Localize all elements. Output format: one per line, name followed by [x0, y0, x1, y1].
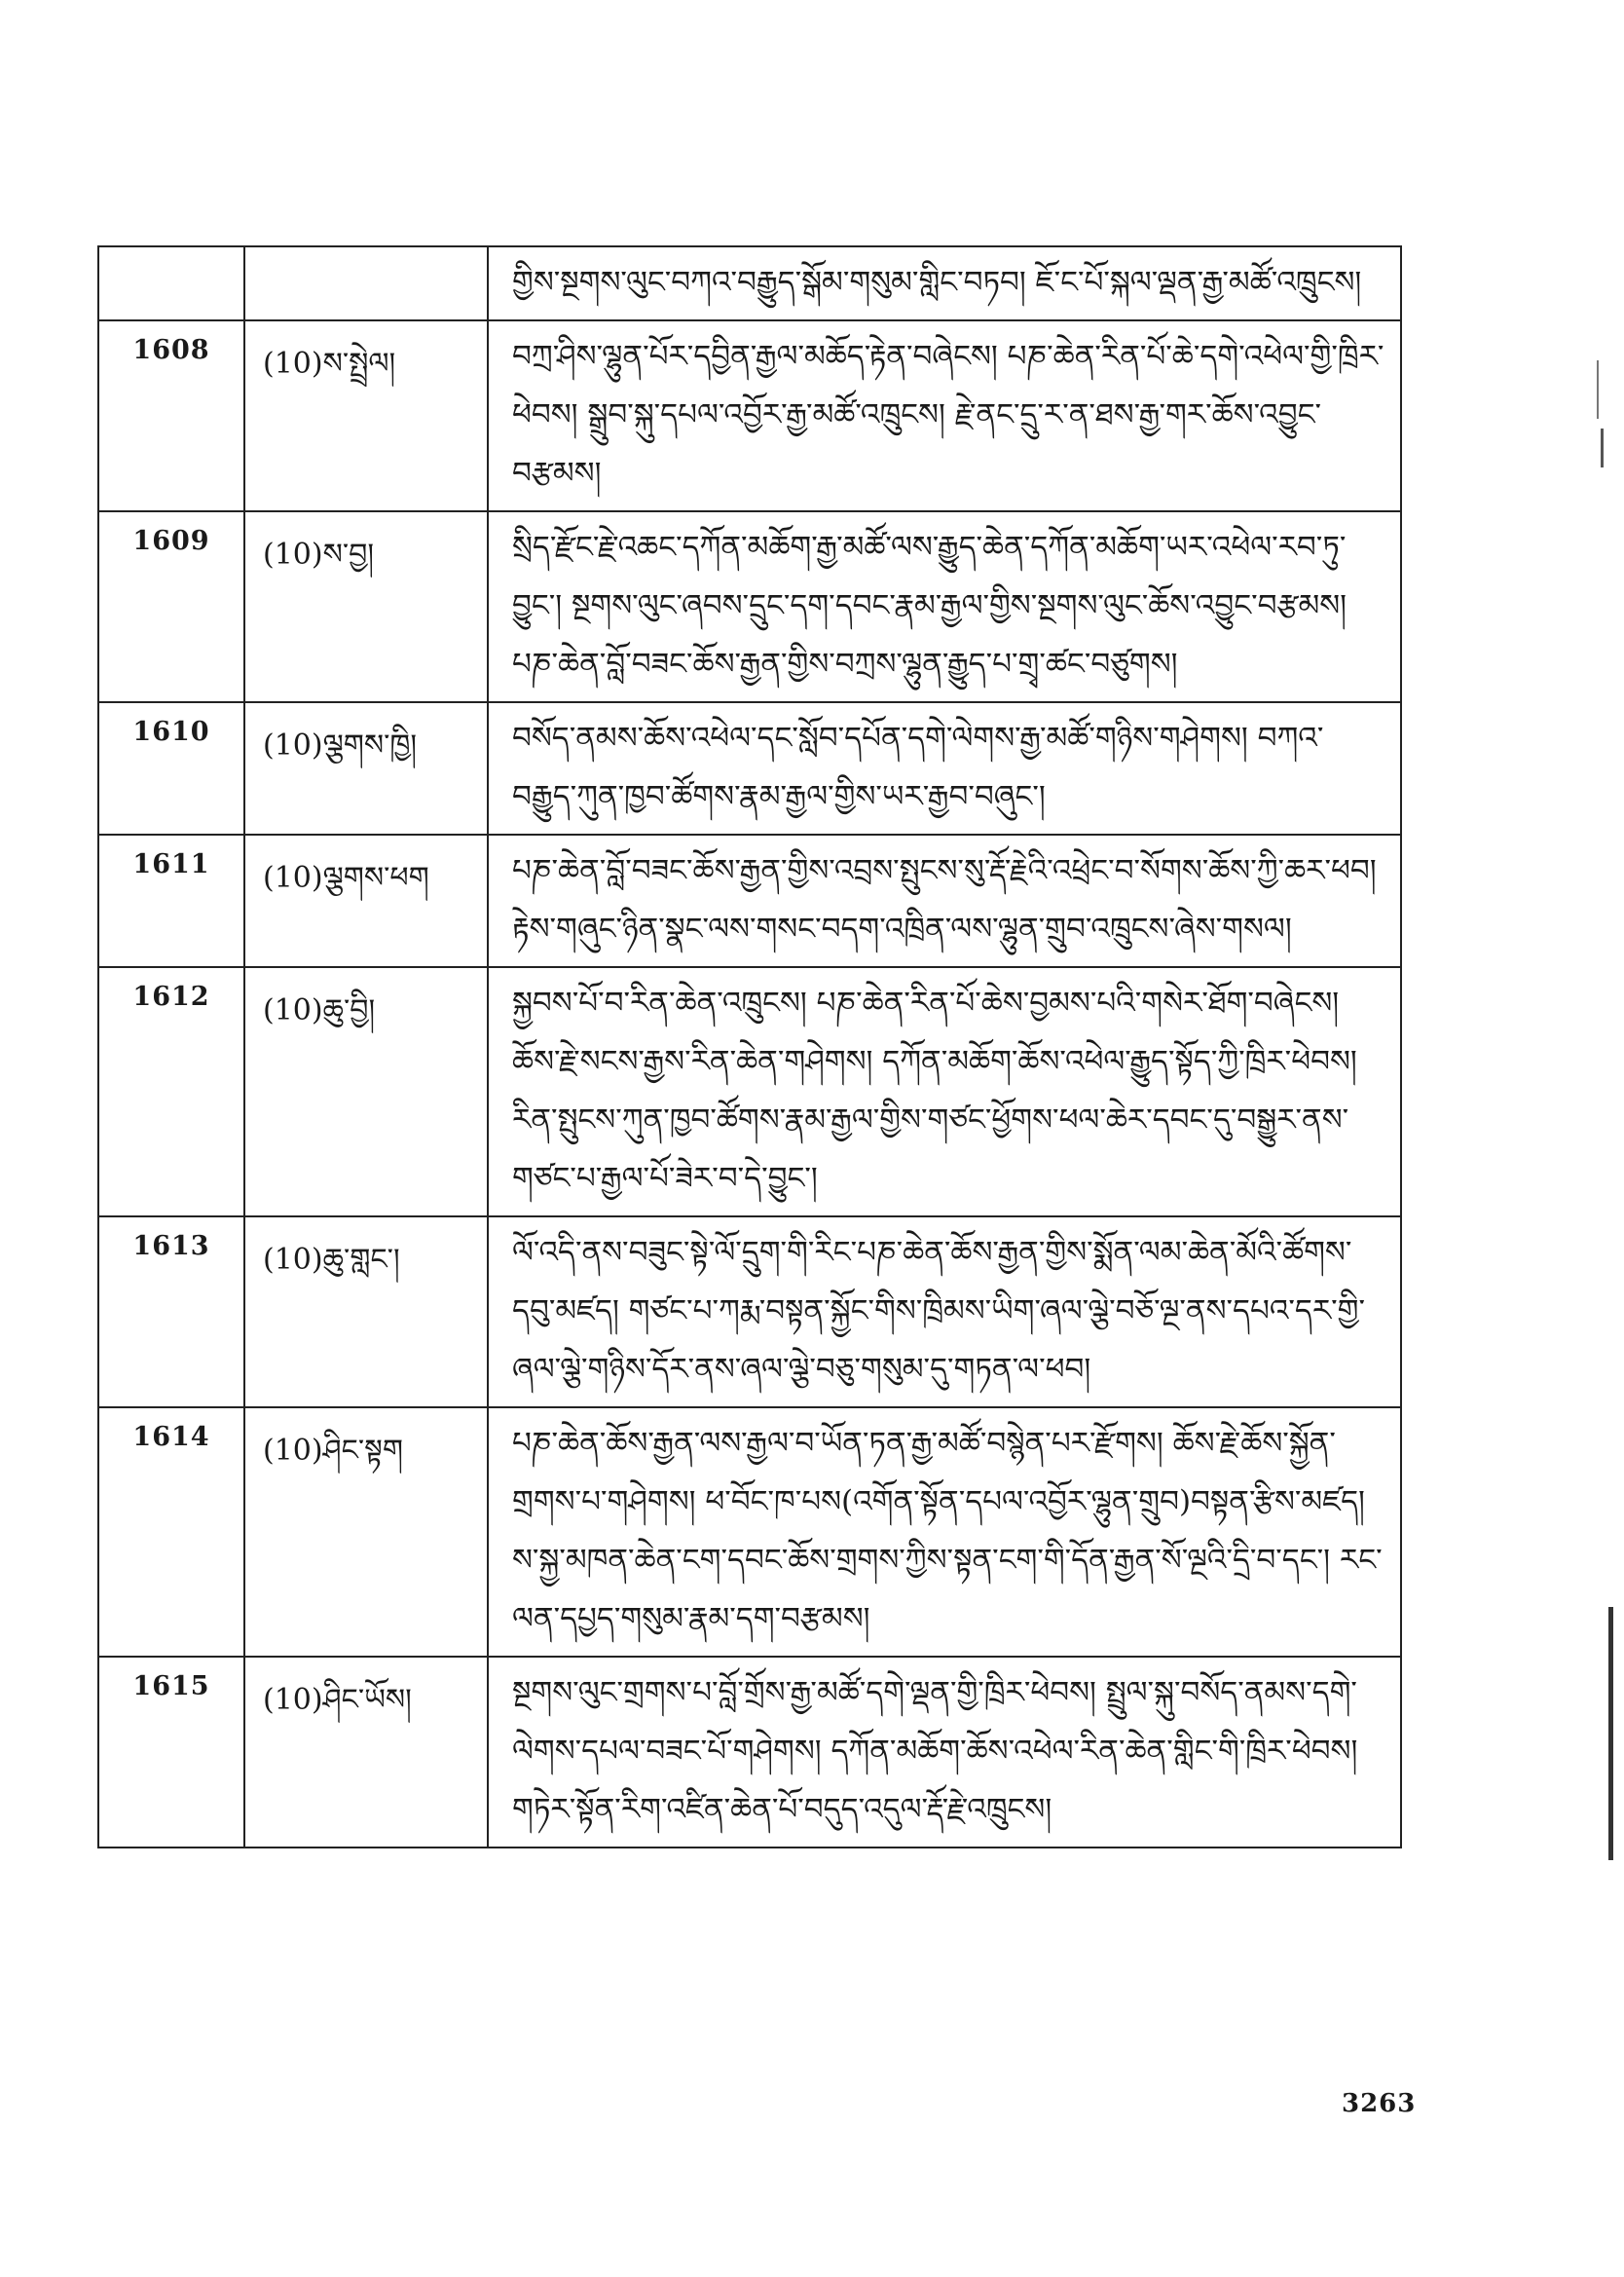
table-row	[98, 320, 1401, 511]
event-text: ལོ་འདི་ནས་བཟུང་སྟེ་ལོ་དྲུག་གི་རིང་པཎ་ཆེན་ཆོས་རྒྱན་གྱིས་སྨོན་ལམ་ཆེན་མོའི་ཚོགས་དབུ་མཛད། གཙང་པ་ཀརྨ་བསྟན་སྐྱོང་གིས་ཁྲིམས་ཡིག་ཞལ་ལྕེ་བཅོ་ལྔ་ནས་དཔའ་དར་གྱི་ཞལ་ལྕེ་གཉིས་དོར་ནས་ཞལ་ལྕེ་བཅུ་གསུམ་དུ་གཏན་ལ་ཕབ།	[488, 1216, 1401, 1407]
year-label: (10)ས་བྱ།	[244, 511, 488, 702]
table-row	[98, 511, 1401, 702]
year-number: 1609	[98, 511, 244, 702]
year-label: (10)ལྕགས་ཁྱི།	[244, 702, 488, 835]
year-number: 1614	[98, 1407, 244, 1657]
year-label: (10)ལྕགས་ཕག	[244, 835, 488, 967]
event-text: སྔགས་ལུང་གྲགས་པ་བློ་གྲོས་རྒྱ་མཚོ་དགེ་ལྡན་གྱི་ཁྲིར་ཕེབས། སྤྲུལ་སྐུ་བསོད་ནམས་དགེ་ལེགས་དཔལ་བཟང་པོ་གཤེགས། དཀོན་མཆོག་ཆོས་འཕེལ་རིན་ཆེན་གླིང་གི་ཁྲིར་ཕེབས། གཏེར་སྟོན་རིག་འཛིན་ཆེན་པོ་བདུད་འདུལ་རྡོ་རྗེ་འཁྲུངས།	[488, 1657, 1401, 1848]
scan-edge-mark	[1601, 429, 1604, 467]
chronology-table-container	[97, 245, 1402, 1848]
table-row	[98, 967, 1401, 1216]
year-label: (10)ཤིང་སྟག	[244, 1407, 488, 1657]
year-label: (10)ཆུ་བྱི།	[244, 967, 488, 1216]
table-row	[98, 246, 1401, 320]
year-label: (10)ཆུ་གླང་།	[244, 1216, 488, 1407]
table-row	[98, 1657, 1401, 1848]
year-number	[98, 246, 244, 320]
scan-edge-mark	[1608, 1607, 1613, 1860]
event-text: བསོད་ནམས་ཆོས་འཕེལ་དང་སློབ་དཔོན་དགེ་ལེགས་རྒྱ་མཚོ་གཉིས་གཤེགས། བཀའ་བརྒྱུད་ཀུན་ཁྱབ་ཚོགས་རྣམ་རྒྱལ་གྱིས་ཡར་རྒྱབ་བཞུང་།	[488, 702, 1401, 835]
table-row	[98, 702, 1401, 835]
year-number: 1611	[98, 835, 244, 967]
year-number: 1615	[98, 1657, 244, 1848]
year-label: (10)ས་སྤྲེལ།	[244, 320, 488, 511]
year-label: (10)ཤིང་ཡོས།	[244, 1657, 488, 1848]
page-number: 3263	[1342, 2089, 1417, 2118]
year-number: 1613	[98, 1216, 244, 1407]
year-number: 1610	[98, 702, 244, 835]
table-row	[98, 1216, 1401, 1407]
table-row	[98, 1407, 1401, 1657]
event-text: སྐྱབས་པོ་བ་རིན་ཆེན་འཁྲུངས། པཎ་ཆེན་རིན་པོ་ཆེས་བྱམས་པའི་གསེར་ཐོག་བཞེངས། ཆོས་རྗེ་སངས་རྒྱས་རིན་ཆེན་གཤེགས། དཀོན་མཆོག་ཆོས་འཕེལ་རྒྱུད་སྟོད་ཀྱི་ཁྲིར་ཕེབས། རིན་སྤུངས་ཀུན་ཁྱབ་ཚོགས་རྣམ་རྒྱལ་གྱིས་གཙང་ཕྱོགས་ཕལ་ཆེར་དབང་དུ་བསྒྱུར་ནས་གཙང་པ་རྒྱལ་པོ་ཟེར་བ་དེ་བྱུང་།	[488, 967, 1401, 1216]
scan-edge-mark	[1597, 360, 1599, 419]
year-number: 1608	[98, 320, 244, 511]
table-row	[98, 835, 1401, 967]
year-number: 1612	[98, 967, 244, 1216]
event-text: པཎ་ཆེན་ཆོས་རྒྱན་ལས་རྒྱལ་བ་ཡོན་ཏན་རྒྱ་མཚོ་བསྙེན་པར་རྫོགས། ཆོས་རྗེ་ཆོས་སྐྱོན་གྲགས་པ་གཤེགས། ཕ་བོང་ཁ་པས(འགོན་སྟོན་དཔལ་འབྱོར་ལྷུན་གྲུབ)བསྟན་རྩིས་མཛད། ས་སྐྱ་མཁན་ཆེན་ངག་དབང་ཆོས་གྲགས་ཀྱིས་སྟན་ངག་གི་དོན་རྒྱན་སོ་ལྔའི་དྲི་བ་དང་། རང་ལན་དཔྱད་གསུམ་རྣམ་དག་བརྩམས།	[488, 1407, 1401, 1657]
event-text: བཀྲ་ཤིས་ལྷུན་པོར་དབྱིན་རྒྱལ་མཆོད་རྟེན་བཞེངས། པཎ་ཆེན་རིན་པོ་ཆེ་དགེ་འཕེལ་གྱི་ཁྲིར་ཕེབས། སྒྲུབ་སྐུ་དཔལ་འབྱོར་རྒྱ་མཚོ་འཁྲུངས། རྗེ་ནང་དྲུ་ར་ན་ཐས་རྒྱ་གར་ཆོས་འབྱུང་བརྩམས།	[488, 320, 1401, 511]
event-text: སྲིད་རྫོང་རྗེ་འཆང་དཀོན་མཆོག་རྒྱ་མཚོ་ལས་རྒྱུད་ཆེན་དཀོན་མཆོག་ཡར་འཕེལ་རབ་ཏུ་བྱུང་། སྔགས་ལུང་ཞབས་དྲུང་དག་དབང་རྣམ་རྒྱལ་གྱིས་སྔགས་ལུང་ཆོས་འབྱུང་བརྩམས། པཎ་ཆེན་བློ་བཟང་ཆོས་རྒྱན་གྱིས་བཀྲས་ལྷུན་རྒྱུད་པ་གྲྭ་ཚང་བཙུགས།	[488, 511, 1401, 702]
event-text: པཎ་ཆེན་བློ་བཟང་ཆོས་རྒྱན་གྱིས་འབྲས་སྤུངས་སུ་རྡོ་རྗེའི་འཕྲེང་བ་སོགས་ཆོས་ཀྱི་ཆར་ཕབ། རྟེས་གཞུང་ཉིན་སྣང་ལས་གསང་བདག་འཁྲིན་ལས་ལྷུན་གྲུབ་འཁྲུངས་ཞེས་གསལ།	[488, 835, 1401, 967]
table-body	[98, 246, 1401, 1848]
chronology-table	[97, 245, 1402, 1848]
year-label	[244, 246, 488, 320]
event-text: གྱིས་སྔགས་ལུང་བཀའ་བརྒྱུད་སྒོམ་གསུམ་གླིང་བཏབ། ཇོ་ང་པོ་སྐལ་ལྡན་རྒྱ་མཚོ་འཁྲུངས།	[488, 246, 1401, 320]
